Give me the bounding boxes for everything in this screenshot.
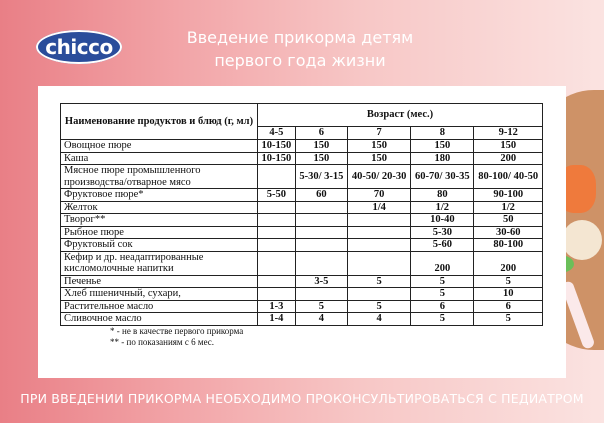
portion-value: 5-30/ 3-15 xyxy=(295,165,347,189)
product-column-header: Наименование продуктов и блюд (г, мл) xyxy=(61,104,258,140)
page-title xyxy=(150,26,450,72)
portion-value xyxy=(295,201,347,214)
table-row xyxy=(61,239,543,252)
product-name: Мясное пюре промышленного производства/отварное мясо xyxy=(61,165,258,189)
portion-value xyxy=(348,239,411,252)
feeding-table-card xyxy=(38,86,566,378)
portion-value: 1-3 xyxy=(258,300,296,313)
product-name: Творог** xyxy=(61,214,258,227)
table-row xyxy=(61,140,543,153)
age-column-header: 8 xyxy=(411,127,474,140)
portion-value: 80 xyxy=(411,189,474,202)
portion-value: 5 xyxy=(474,313,543,326)
portion-value: 1-4 xyxy=(258,313,296,326)
product-name: Хлеб пшеничный, сухари, xyxy=(61,288,258,301)
portion-value xyxy=(258,275,296,288)
portion-value: 5 xyxy=(411,313,474,326)
portion-value xyxy=(258,226,296,239)
portion-value: 40-50/ 20-30 xyxy=(348,165,411,189)
portion-value: 5 xyxy=(348,275,411,288)
product-name: Каша xyxy=(61,152,258,165)
title-line-1: Введение прикорма детям xyxy=(186,28,414,47)
portion-value: 150 xyxy=(411,140,474,153)
portion-value xyxy=(295,226,347,239)
portion-value: 150 xyxy=(348,140,411,153)
footnote-2: ** - по показаниям с 6 мес. xyxy=(110,336,215,347)
portion-value: 5-30 xyxy=(411,226,474,239)
table-row xyxy=(61,313,543,326)
portion-value xyxy=(348,288,411,301)
product-name: Фруктовый сок xyxy=(61,239,258,252)
footnote-1: * - не в качестве первого прикорма xyxy=(110,325,244,336)
portion-value: 150 xyxy=(295,152,347,165)
product-name: Растительное масло xyxy=(61,300,258,313)
portion-value: 3-5 xyxy=(295,275,347,288)
table-row xyxy=(61,251,543,275)
table-row xyxy=(61,201,543,214)
portion-value: 180 xyxy=(411,152,474,165)
portion-value: 10 xyxy=(474,288,543,301)
portion-value: 4 xyxy=(295,313,347,326)
table-row xyxy=(61,189,543,202)
portion-value xyxy=(258,288,296,301)
table-row xyxy=(61,165,543,189)
portion-value: 10-150 xyxy=(258,152,296,165)
product-name: Фруктовое пюре* xyxy=(61,189,258,202)
portion-value: 200 xyxy=(411,251,474,275)
table-row xyxy=(61,275,543,288)
portion-value xyxy=(258,214,296,227)
product-name: Рыбное пюре xyxy=(61,226,258,239)
product-name: Овощное пюре xyxy=(61,140,258,153)
age-column-header: 9-12 xyxy=(474,127,543,140)
age-column-header: 4-5 xyxy=(258,127,296,140)
portion-value xyxy=(348,226,411,239)
age-column-header: 7 xyxy=(348,127,411,140)
portion-value xyxy=(295,239,347,252)
portion-value: 5 xyxy=(295,300,347,313)
portion-value: 150 xyxy=(348,152,411,165)
pediatrician-warning: ПРИ ВВЕДЕНИИ ПРИКОРМА НЕОБХОДИМО ПРОКОНСУЛЬТИРОВАТЬСЯ С ПЕДИАТРОМ xyxy=(20,391,584,406)
portion-value: 150 xyxy=(474,140,543,153)
portion-value: 5-60 xyxy=(411,239,474,252)
brand-logo: chicco xyxy=(36,30,122,64)
portion-value: 60 xyxy=(295,189,347,202)
portion-value: 80-100/ 40-50 xyxy=(474,165,543,189)
rice-bowl-image xyxy=(562,220,602,260)
portion-value: 5 xyxy=(411,275,474,288)
portion-value xyxy=(258,201,296,214)
portion-value xyxy=(348,214,411,227)
table-row xyxy=(61,152,543,165)
portion-value: 10-150 xyxy=(258,140,296,153)
portion-value xyxy=(295,251,347,275)
portion-value: 150 xyxy=(295,140,347,153)
title-line-2: первого года жизни xyxy=(214,51,386,70)
portion-value xyxy=(295,288,347,301)
age-column-header: 6 xyxy=(295,127,347,140)
portion-value xyxy=(258,165,296,189)
portion-value: 5-50 xyxy=(258,189,296,202)
portion-value: 50 xyxy=(474,214,543,227)
table-row xyxy=(61,288,543,301)
portion-value: 6 xyxy=(411,300,474,313)
table-row xyxy=(61,214,543,227)
age-header: Возраст (мес.) xyxy=(258,104,543,127)
portion-value: 5 xyxy=(411,288,474,301)
portion-value: 70 xyxy=(348,189,411,202)
portion-value: 200 xyxy=(474,152,543,165)
table-row xyxy=(61,300,543,313)
portion-value: 80-100 xyxy=(474,239,543,252)
portion-value: 1/2 xyxy=(474,201,543,214)
product-name: Желток xyxy=(61,201,258,214)
portion-value: 4 xyxy=(348,313,411,326)
portion-value: 5 xyxy=(348,300,411,313)
portion-value xyxy=(348,251,411,275)
portion-value xyxy=(258,251,296,275)
portion-value xyxy=(295,214,347,227)
portion-value: 1/4 xyxy=(348,201,411,214)
portion-value: 200 xyxy=(474,251,543,275)
portion-value: 1/2 xyxy=(411,201,474,214)
portion-value: 60-70/ 30-35 xyxy=(411,165,474,189)
portion-value: 5 xyxy=(474,275,543,288)
table-row xyxy=(61,226,543,239)
portion-value: 10-40 xyxy=(411,214,474,227)
feeding-table xyxy=(60,103,543,326)
product-name: Печенье xyxy=(61,275,258,288)
portion-value xyxy=(258,239,296,252)
product-name: Сливочное масло xyxy=(61,313,258,326)
portion-value: 90-100 xyxy=(474,189,543,202)
portion-value: 30-60 xyxy=(474,226,543,239)
portion-value: 6 xyxy=(474,300,543,313)
product-name: Кефир и др. неадаптированные кисломолочные напитки xyxy=(61,251,258,275)
